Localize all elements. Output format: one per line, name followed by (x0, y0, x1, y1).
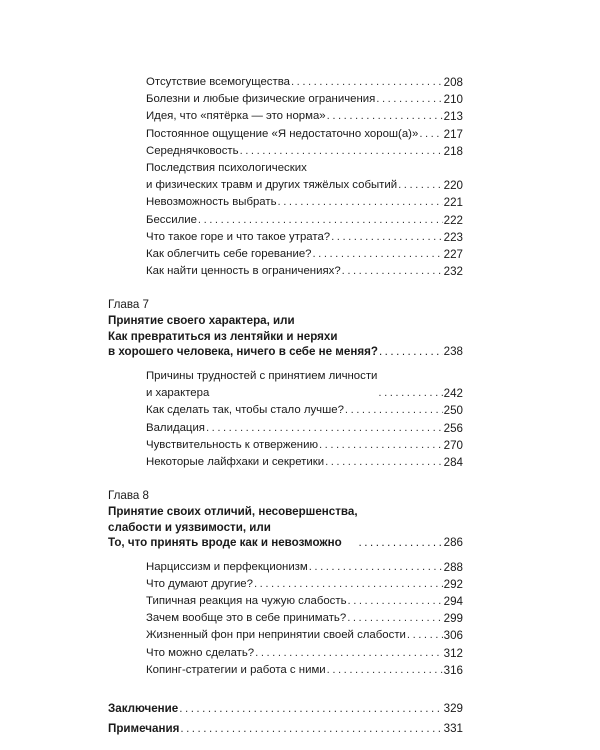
toc-entry-title: Невозможность выбрать (146, 196, 277, 209)
toc-entry-title: Типичная реакция на чужую слабость (146, 595, 347, 608)
toc-entry-title: Жизненный фон при непринятии своей слабости (146, 629, 406, 642)
toc-entry-page: 288 (443, 560, 463, 574)
toc-entry[interactable] (108, 576, 463, 593)
dot-leader (359, 535, 443, 551)
toc-entry-title (146, 368, 377, 402)
toc-entry-page: 306 (443, 629, 463, 643)
dot-leader (407, 627, 443, 644)
toc-entry-title: Как сделать так, чтобы стало лучше? (146, 404, 344, 417)
chapter-title-line: слабости и уязвимости, или (108, 520, 271, 534)
dot-leader (198, 212, 443, 229)
chapter-title (108, 504, 358, 551)
dot-leader (180, 719, 442, 739)
toc-entry-title: Заключение (108, 702, 179, 716)
chapter-8 (108, 488, 463, 679)
toc-entry[interactable] (108, 160, 463, 194)
toc-entry-page: 329 (443, 702, 463, 716)
toc-entry-page: 227 (443, 248, 463, 262)
toc-entry[interactable] (108, 454, 463, 471)
toc-entry-title: Что думают другие? (146, 577, 253, 590)
dot-leader (313, 246, 443, 263)
toc-entry-title: Некоторые лайфхаки и секретики (146, 455, 325, 468)
dot-leader (319, 437, 443, 454)
dot-leader (179, 699, 442, 719)
chapter-title-entry[interactable] (108, 504, 463, 551)
toc-entry-page: 220 (443, 179, 463, 193)
chapter-title-line: То, что принять вроде как и невозможно (108, 536, 342, 550)
toc-entry-title: Что можно сделать? (146, 646, 255, 659)
toc-entry[interactable] (108, 74, 463, 91)
dot-leader (291, 74, 443, 91)
toc-entry-title: Что такое горе и что такое утрата? (146, 230, 331, 243)
dot-leader (278, 194, 443, 211)
toc-entry[interactable] (108, 246, 463, 263)
toc-entry[interactable] (108, 437, 463, 454)
back-matter (108, 699, 463, 739)
toc-entry-page: 284 (443, 455, 463, 469)
toc-entry-conclusion[interactable] (108, 699, 463, 719)
dot-leader (348, 593, 443, 610)
toc-entry-page: 221 (443, 196, 463, 210)
dot-leader (419, 126, 442, 143)
toc-entry-title: Болезни и любые физические ограничения (146, 93, 376, 106)
toc-entry-title: Нарциссизм и перфекционизм (146, 560, 308, 573)
toc-entry[interactable] (108, 126, 463, 143)
toc-entry-page: 222 (443, 213, 463, 227)
toc-entry[interactable] (108, 143, 463, 160)
toc-entry[interactable] (108, 212, 463, 229)
toc-entry-page: 256 (443, 421, 463, 435)
toc-entry[interactable] (108, 229, 463, 246)
dot-leader (347, 610, 442, 627)
dot-leader (378, 385, 442, 402)
chapter-title-line: Принятие своего характера, или (108, 314, 295, 328)
toc-entry[interactable] (108, 593, 463, 610)
toc-entry-page: 270 (443, 438, 463, 452)
toc-entry[interactable] (108, 627, 463, 644)
toc-entry-title: Как найти ценность в ограничениях? (146, 265, 341, 278)
toc-entry[interactable] (108, 559, 463, 576)
toc-entry-page: 232 (443, 265, 463, 279)
chapter-title (108, 313, 378, 360)
section-list (108, 74, 463, 280)
toc-entry-page: 292 (443, 577, 463, 591)
toc-entry-title: Как облегчить себе горевание? (146, 248, 312, 261)
toc-entry-title: Бессилие (146, 213, 197, 226)
toc-entry-page: 294 (443, 595, 463, 609)
toc-entry-page: 223 (443, 230, 463, 244)
chapter-title-line: в хорошего человека, ничего в себе не меняя? (108, 345, 378, 359)
toc-entry-title-line: и характера (146, 387, 210, 400)
toc-entry-title-line: Последствия психологических (146, 162, 307, 175)
chapter-title-entry[interactable] (108, 313, 463, 360)
chapter-label: Глава 8 (108, 489, 149, 503)
toc-entry-page: 218 (443, 144, 463, 158)
toc-entry[interactable] (108, 108, 463, 125)
toc-entry-page: 331 (443, 722, 463, 736)
dot-leader (327, 108, 443, 125)
chapter-section-list (108, 368, 463, 471)
dot-leader (255, 645, 443, 662)
toc-entry-title: Примечания (108, 722, 180, 736)
toc-entry-title: Идея, что «пятёрка — это норма» (146, 110, 326, 123)
dot-leader (327, 662, 443, 679)
toc-entry-title-line: Причины трудностей с принятием личности (146, 369, 378, 382)
toc-entry-page: 299 (443, 612, 463, 626)
toc-entry[interactable] (108, 420, 463, 437)
toc-entry-page: 312 (443, 646, 463, 660)
toc-entry-title-line: и физических травм и других тяжёлых событий (146, 179, 398, 192)
toc-entry-page: 242 (443, 387, 463, 401)
toc-entry-page: 213 (443, 110, 463, 124)
toc-entry-title: Отсутствие всемогущества (146, 76, 290, 88)
toc-entry-notes[interactable] (108, 719, 463, 739)
chapter-7 (108, 297, 463, 471)
dot-leader (376, 91, 442, 108)
dot-leader (240, 143, 443, 160)
toc-entry-title: Середнячковость (146, 144, 239, 157)
dot-leader (325, 454, 443, 471)
toc-entry-title: Копинг-стратегии и работа с ними (146, 663, 326, 676)
chapter-title-line: Как превратиться из лентяйки и неряхи (108, 329, 338, 343)
dot-leader (331, 229, 443, 246)
toc-entry-page: 316 (443, 663, 463, 677)
toc-entry-page: 217 (443, 127, 463, 141)
toc-entry[interactable] (108, 645, 463, 662)
toc-entry[interactable] (108, 610, 463, 627)
toc-entry[interactable] (108, 91, 463, 108)
dot-leader (398, 177, 443, 194)
toc-entry-title: Постоянное ощущение «Я недостаточно хорош(а)» (146, 127, 419, 140)
dot-leader (309, 559, 443, 576)
toc-entry[interactable] (108, 263, 463, 280)
toc-entry-title: Валидация (146, 421, 205, 434)
toc-entry[interactable] (108, 194, 463, 211)
toc-entry-title: Зачем вообще это в себе принимать? (146, 612, 347, 625)
toc-entry[interactable] (108, 402, 463, 419)
toc-entry-page: 210 (443, 93, 463, 107)
table-of-contents (108, 74, 463, 739)
toc-entry-title (146, 160, 397, 194)
toc-entry[interactable] (108, 368, 463, 402)
toc-entry-page: 250 (443, 404, 463, 418)
dot-leader (206, 420, 443, 437)
chapter-page: 238 (443, 345, 463, 359)
dot-leader (345, 402, 443, 419)
dot-leader (379, 344, 443, 360)
chapter-section-list (108, 559, 463, 679)
dot-leader (254, 576, 443, 593)
chapter-page: 286 (443, 536, 463, 550)
toc-entry-page: 208 (443, 76, 463, 89)
dot-leader (342, 263, 443, 280)
toc-entry-title: Чувствительность к отвержению (146, 438, 318, 451)
toc-entry[interactable] (108, 662, 463, 679)
chapter-label: Глава 7 (108, 298, 149, 312)
chapter-title-line: Принятие своих отличий, несовершенства, (108, 505, 358, 519)
